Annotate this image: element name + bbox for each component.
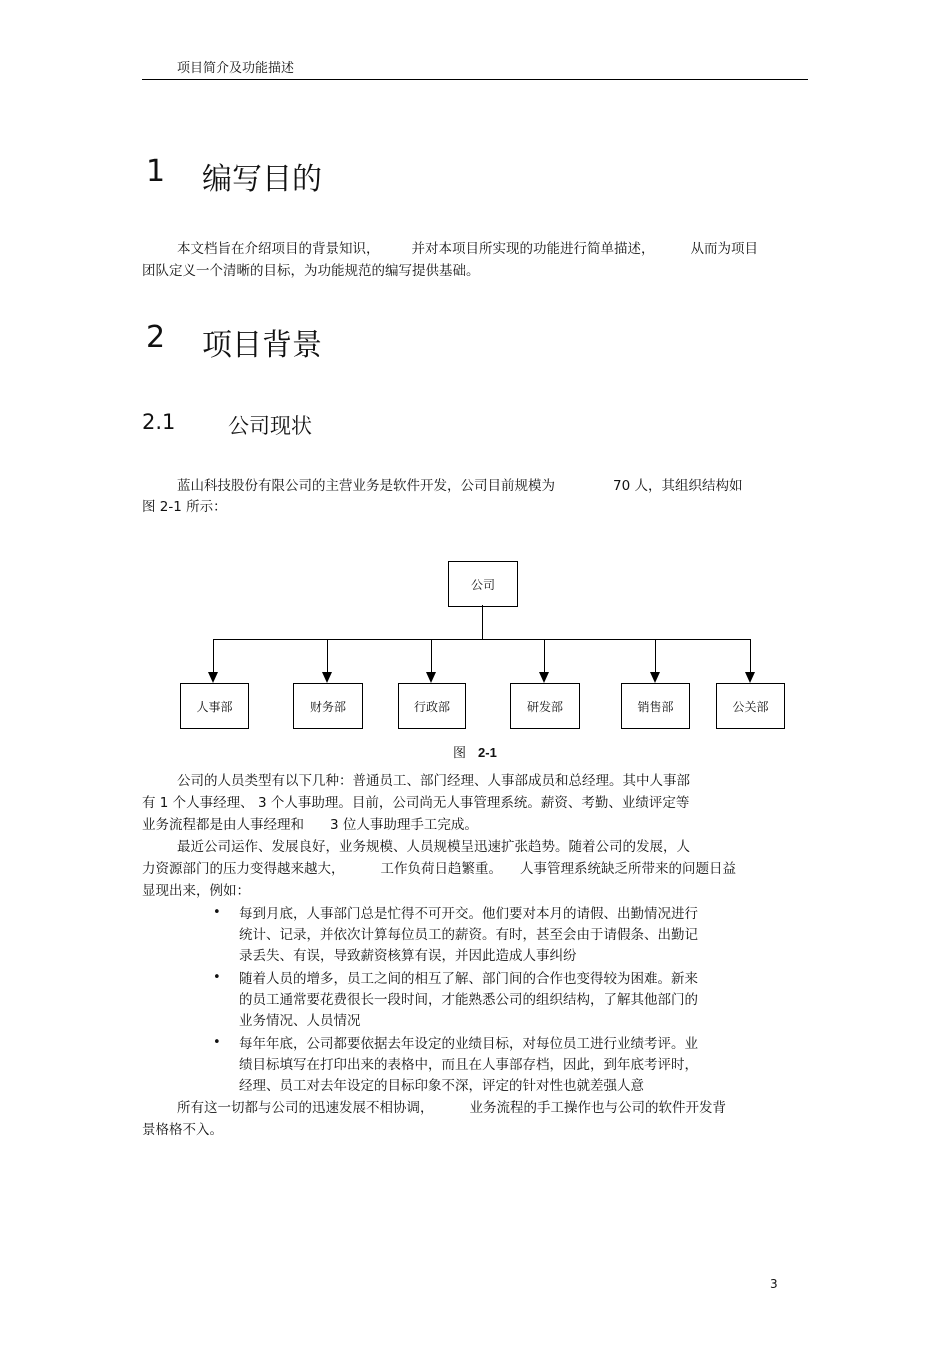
text-span: 人事管理系统缺乏所带来的问题日益 [520,861,736,877]
caption-number: 2-1 [478,745,497,760]
org-node-pr: 公关部 [716,683,785,729]
running-header: 项目简介及功能描述 [177,61,295,76]
para4-line-2: 景格格不入。 [142,1122,223,1138]
text-span: 业务流程的手工操作也与公司的软件开发背 [469,1100,726,1116]
para3-line-2 [142,859,736,880]
arrow-down-icon [208,672,218,683]
section-2-1-title: 公司现状 [228,414,312,438]
text-span: 本文档旨在介绍项目的背景知识， [177,241,380,257]
bullet-3-line-2: 绩目标填写在打印出来的表格中，而且在人事部存档，因此，到年底考评时， [239,1057,698,1073]
text-span: 70 人，其组织结构如 [613,478,743,494]
section-2-title: 项目背景 [202,328,322,363]
org-node-admin: 行政部 [398,683,466,729]
caption-prefix: 图 [453,746,467,761]
section-1-title: 编写目的 [202,162,322,197]
connector-vertical [482,605,483,639]
para3-line-3: 显现出来，例如： [142,883,250,899]
para2-line-2: 有 1 个人事经理、 3 个人事助理。目前，公司尚无人事管理系统。薪资、考勤、业绩评定等 [142,795,690,811]
arrow-down-icon [539,672,549,683]
arrow-down-icon [426,672,436,683]
org-node-root: 公司 [448,561,518,607]
intro-line-2: 图 2-1 所示： [142,499,227,515]
bullet-icon: • [213,970,221,985]
section-2-1-heading [142,410,542,440]
bullet-2-line-1: 随着人员的增多，员工之间的相互了解、部门间的合作也变得较为困难。新来 [239,971,698,987]
connector-horizontal [213,639,751,640]
arrow-down-icon [650,672,660,683]
org-node-rnd: 研发部 [510,683,580,729]
para3-line-1: 最近公司运作、发展良好，业务规模、人员规模呈迅速扩张趋势。随着公司的发展，人 [177,839,690,855]
connector-drop [213,639,214,672]
bullet-3-line-3: 经理、员工对去年设定的目标印象不深，评定的针对性也就差强人意 [239,1078,644,1094]
connector-drop [750,639,751,672]
section-2-1-number: 2.1 [142,410,176,434]
bullet-3-line-1: 每年年底，公司都要依据去年设定的业绩目标，对每位员工进行业绩考评。业 [239,1036,698,1052]
para2-line-1: 公司的人员类型有以下几种：普通员工、部门经理、人事部成员和总经理。其中人事部 [177,773,690,789]
header-rule [142,79,808,80]
bullet-2-line-3: 业务情况、人员情况 [239,1013,361,1029]
text-span: 从而为项目 [690,241,758,257]
text-span: 所有这一切都与公司的迅速发展不相协调， [177,1100,434,1116]
arrow-down-icon [745,672,755,683]
bullet-1-line-2: 统计、记录，并依次计算每位员工的薪资。有时，甚至会由于请假条、出勤记 [239,927,698,943]
text-span: 力资源部门的压力变得越来越大， [142,861,345,877]
bullet-2-line-2: 的员工通常要花费很长一段时间，才能熟悉公司的组织结构，了解其他部门的 [239,992,698,1008]
text-span: 业务流程都是由人事经理和 [142,817,304,833]
section-1-heading [146,154,546,197]
section-1-number: 1 [146,154,166,189]
connector-drop [431,639,432,672]
connector-drop [544,639,545,672]
connector-drop [655,639,656,672]
text-span: 蓝山科技股份有限公司的主营业务是软件开发，公司目前规模为 [177,478,555,494]
bullet-1-line-1: 每到月底，人事部门总是忙得不可开交。他们要对本月的请假、出勤情况进行 [239,906,698,922]
para2-line-3 [142,815,478,836]
org-node-sales: 销售部 [621,683,690,729]
text-span: 工作负荷日趋繁重。 [380,861,502,877]
bullet-1-line-3: 录丢失、有误，导致薪资核算有误，并因此造成人事纠纷 [239,948,577,964]
bullet-icon: • [213,905,221,920]
text-span: 并对本项目所实现的功能进行简单描述， [411,241,655,257]
intro-line-1 [177,476,742,497]
section-1-para-line-1 [177,239,758,260]
org-node-finance: 财务部 [293,683,363,729]
connector-drop [327,639,328,672]
figure-caption [453,742,497,761]
text-span: 3 位人事助理手工完成。 [330,817,478,833]
page-number: 3 [770,1277,778,1291]
bullet-icon: • [213,1035,221,1050]
org-node-hr: 人事部 [180,683,249,729]
arrow-down-icon [322,672,332,683]
para4-line-1 [177,1098,726,1119]
section-2-number: 2 [146,320,166,355]
section-2-heading [146,320,546,363]
section-1-para-line-2: 团队定义一个清晰的目标，为功能规范的编写提供基础。 [142,263,480,279]
